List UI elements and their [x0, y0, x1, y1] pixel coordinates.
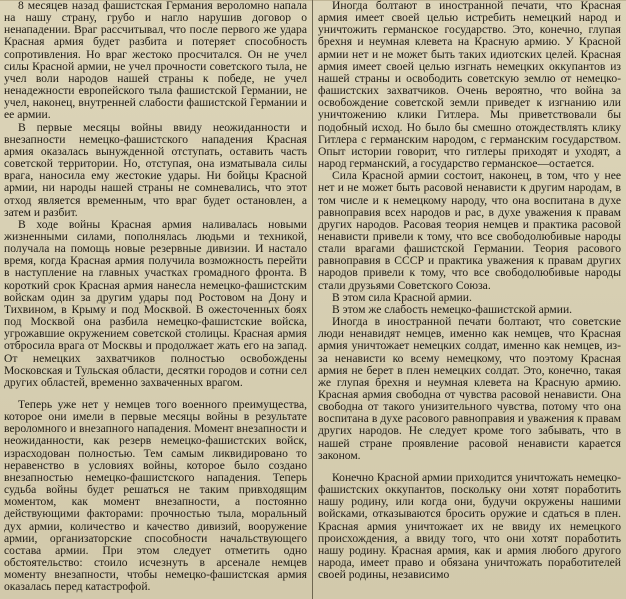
left-text-column [4, 0, 307, 599]
right-paragraph-6: Конечно Красной армии приходится уничтожать немецко-фашистских оккупантов, поскольку они хотят поработить нашу родину, или когда они, будучи окружены нашими войсками, отказываются бросить оружие и сдаться в плен. Красная армия уничтожает их не ввиду их немецкого происхождения, а ввиду того, что они хотят поработить нашу родину. Красная армия, как и армия любого другого народа, имеет право и обязана уничтожать поработителей своей родины, независимо [318, 470, 621, 582]
right-paragraph-2: Сила Красной армии состоит, наконец, в том, что у нее нет и не может быть расовой ненависти к другим народам, в том числе и к немецкому народу, что она воспитана в духе равноправия всех народов и рас, в духе уважения к правам других народов. Расовая теория немцев и практика расовой ненависти привели к тому, что все свободолюбивые народы стали врагами фашистской Германии. Теория расового равноправия в СССР и практика уважения к правам других народов привели к тому, что все свободолюбивые народы стали друзьями Советского Союза. [318, 169, 621, 292]
right-paragraph-1: Иногда болтают в иностранной печати, что Красная армия имеет своей целью истребить немецкий народ и уничтожить германское государство. Это, конечно, глупая брехня и неумная клевета на Красную армию. У Красной армии нет и не может быть таких идиотских целей. Красная армия имеет своей целью изгнать немецких оккупантов из нашей страны и освободить советскую землю от немецко-фашистских захватчиков. Очень вероятно, что война за освобождение советской земли приведет к изгнанию или уничтожению клики Гитлера. Мы приветствовали бы подобный исход. Но было бы смешно отождествлять клику Гитлера с германским народом, с германским государством. Опыт истории говорит, что гитлеры приходят и уходят, а народ германский, а государство германское—остается. [318, 0, 621, 171]
column-divider [312, 0, 313, 599]
left-paragraph-2: В первые месяцы войны ввиду неожиданности и внезапности немецко-фашистского нападения Красная армия оказалась вынужденной отступать, оставить часть советской территории. Но, отступая, она изматывала силы врага, наносила ему жестокие удары. Ни бойцы Красной армии, ни народы нашей страны не сомневались, что этот отход является временным, что враг будет остановлен, а затем и разбит. [4, 120, 307, 219]
right-text-column [318, 0, 621, 599]
right-paragraph-4: В этом же слабость немецко-фашистской армии. [332, 302, 573, 316]
right-paragraph-3: В этом сила Красной армии. [332, 290, 472, 304]
left-paragraph-3: В ходе войны Красная армия наливалась новыми жизненными силами, пополнялась людьми и техникой, получала на помощь новые резервные дивизии. И настало время, когда Красная армия получила возможность перейти в наступление на главных участках громадного фронта. В короткий срок Красная армия нанесла немецко-фашистским войскам один за другим удары под Ростовом на Дону и Тихвином, в Крыму и под Москвой. В ожесточенных боях под Москвой она разбила немецко-фашистские войска, угрожавшие окружением советской столицы. Красная армия отбросила врага от Москвы и продолжает жать его на запад. От немецких захватчиков полностью освобождены Московская и Тульская области, десятки городов и сотни сел других областей, временно захваченных врагом. [4, 217, 307, 389]
left-paragraph-1: 8 месяцев назад фашистская Германия вероломно напала на нашу страну, грубо и нагло нарушив договор о ненападении. Враг рассчитывал, что после первого же удара Красная армия будет разбита и потеряет способность сопротивления. Но враг жестоко просчитался. Он не учел силы Красной армии, не учел прочности советского тыла, не учел воли народов нашей страны к победе, не учел ненадежности европейского тыла фашистской Германии, не учел, наконец, внутренней слабости фашистской Германии и ее армии. [4, 0, 307, 122]
left-paragraph-4: Теперь уже нет у немцев того военного преимущества, которое они имели в первые месяцы войны в результате вероломного и внезапного нападения. Момент внезапности и неожиданности, как резерв немецко-фашистских войск, израсходован полностью. Тем самым ликвидировано то неравенство в условиях войны, которое было создано внезапностью немецко-фашистского нападения. Теперь судьба войны будет решаться не таким привходящим моментом, как момент внезапности, а постоянно действующими факторами: прочностью тыла, моральный дух армии, количество и качество дивизий, вооружение армии, организаторские способности начальствующего состава армии. При этом следует отметить одно обстоятельство: стоило исчезнуть в арсенале немцев моменту внезапности, чтобы немецко-фашистская армия оказалась перед катастрофой. [4, 398, 307, 594]
right-paragraph-5: Иногда в иностранной печати болтают, что советские люди ненавидят немцев, именно как немцев, что Красная армия уничтожает немецких солдат, именно как немцев, из-за ненависти ко всему немецкому, что поэтому Красная армия не берет в плен немецких солдат. Это, конечно, такая же глупая брехня и неумная клевета на Красную армию. Красная армия свободна от чувства расовой ненависти. Она свободна от такого унизительного чувства, потому что она воспитана в духе расового равноправия и уважения к правам других народов. Не следует кроме того забывать, что в нашей стране проявление расовой ненависти карается законом. [318, 315, 621, 462]
